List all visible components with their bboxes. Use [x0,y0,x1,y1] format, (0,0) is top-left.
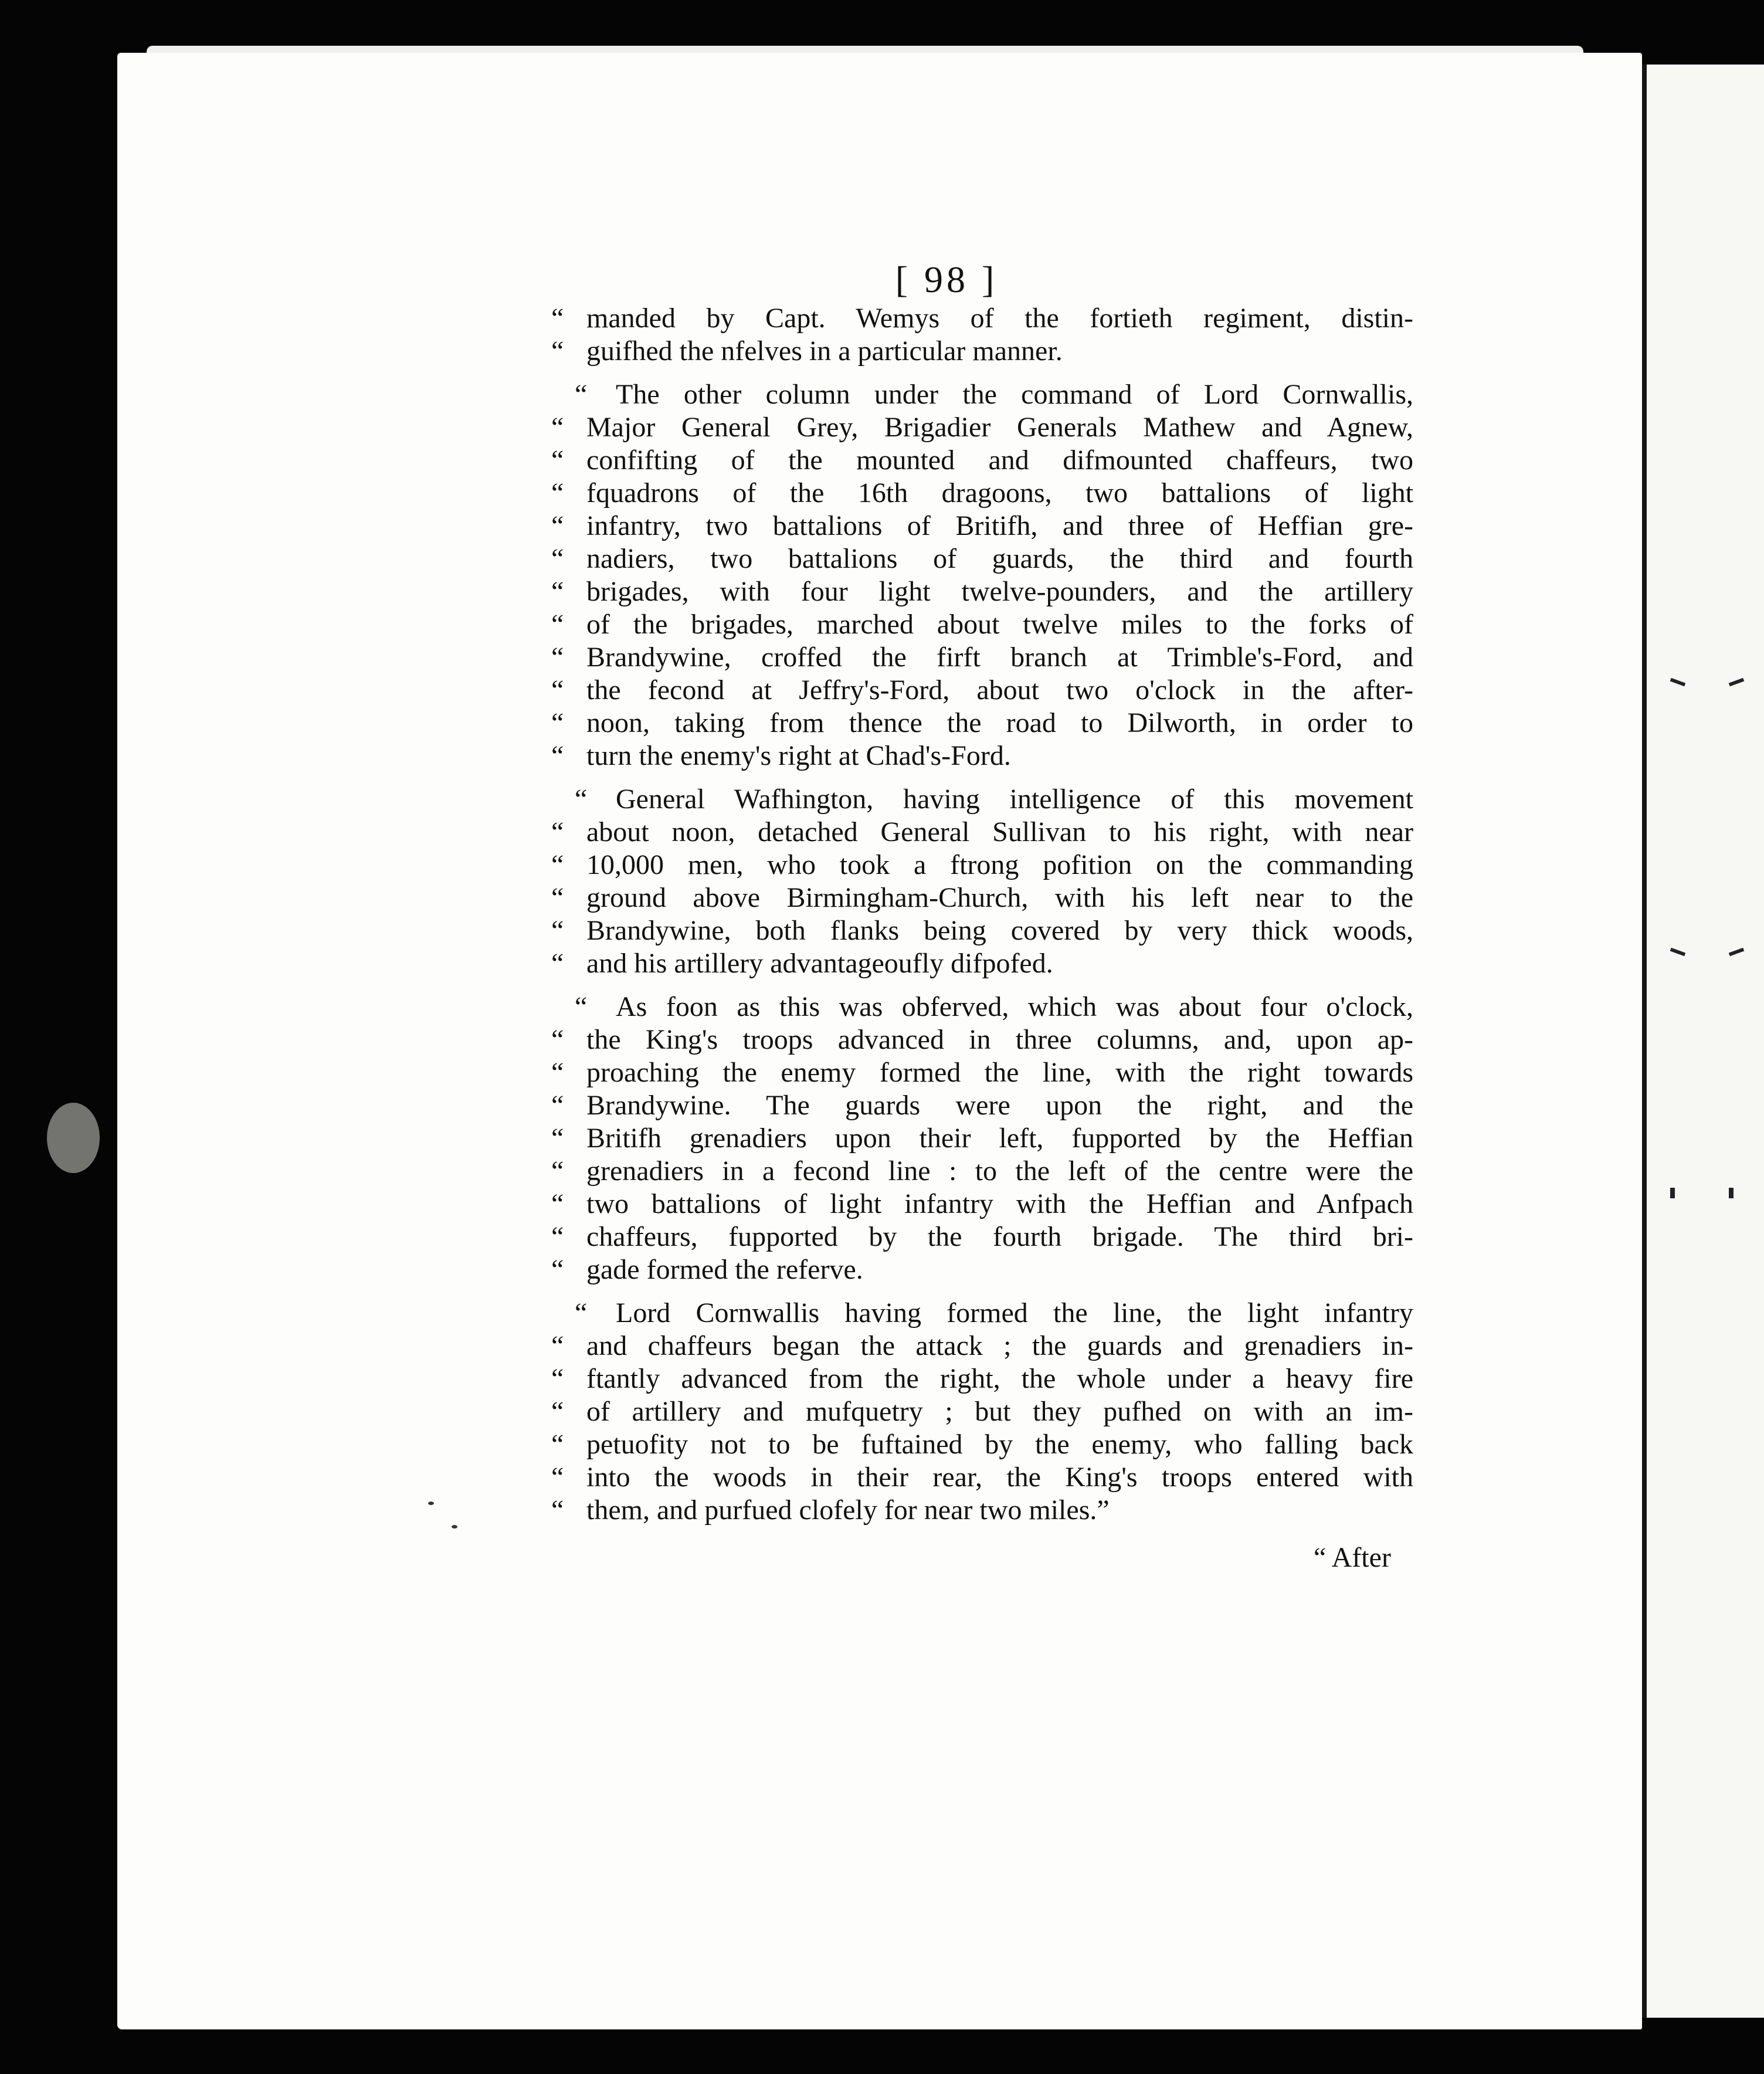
ink-speck [428,1502,434,1505]
text-line [551,1428,1413,1461]
line-text: grenadiers in a fecond line : to the left of the centre were the [586,1155,1413,1187]
text-line [551,816,1413,849]
text-line [551,1188,1413,1221]
body-text [551,302,1413,1537]
line-text: fquadrons of the 16th dragoons, two battalions of light [586,477,1413,509]
text-line [551,991,1413,1024]
line-text: proaching the enemy formed the line, with the right towards [586,1057,1413,1088]
line-text: chaffeurs, fupported by the fourth brigade. The third bri- [586,1221,1413,1252]
line-text: and chaffeurs began the attack ; the guards and grenadiers in- [586,1330,1413,1361]
line-text: them, and purfued clofely for near two miles.” [586,1494,1110,1526]
paragraph [551,991,1413,1286]
line-text: manded by Capt. Wemys of the fortieth regiment, distin- [586,303,1413,334]
quote-mark: “ [551,948,564,979]
text-line [551,510,1413,543]
leaf-mark [1670,678,1685,687]
line-text: gade formed the referve. [586,1254,863,1285]
paragraph [551,302,1413,368]
text-line [551,444,1413,477]
quote-mark: “ [551,1429,564,1460]
line-text: ground above Birmingham-Church, with his left near to the [586,882,1413,913]
leaf-mark [1729,678,1744,687]
text-line [551,543,1413,575]
line-text: the fecond at Jeffry's-Ford, about two o'clock in the after- [586,675,1413,706]
quote-mark: “ [551,477,564,509]
paragraph [551,378,1413,772]
text-line [551,707,1413,740]
line-text: the King's troops advanced in three columns, and, upon ap- [586,1024,1413,1055]
quote-mark: “ [551,740,564,771]
quote-mark: “ [551,303,564,334]
line-text: confifting of the mounted and difmounted chaffeurs, two [586,445,1413,476]
line-text: of artillery and mufquetry ; but they pufhed on with an im- [586,1396,1413,1427]
line-text: two battalions of light infantry with the Heffian and Anfpach [586,1188,1413,1219]
line-text: about noon, detached General Sullivan to his right, with near [586,816,1413,848]
quote-mark: “ [551,1155,564,1187]
text-line [551,1221,1413,1253]
text-line [551,1461,1413,1494]
quote-mark: “ [551,1396,564,1427]
text-line [551,302,1413,335]
quote-mark: “ [551,1363,564,1394]
quote-mark: “ [551,1330,564,1361]
quote-mark: “ [551,915,564,946]
text-line [551,1024,1413,1056]
quote-mark: “ [551,412,564,443]
quote-mark: “ [551,1123,564,1154]
text-line [551,477,1413,510]
line-text: noon, taking from thence the road to Dilworth, in order to [586,707,1413,738]
text-line [551,740,1413,772]
quote-mark: “ [551,1494,564,1526]
quote-mark: “ [551,1188,564,1219]
line-text: General Wafhington, having intelligence of this movement [616,784,1413,815]
text-line [551,411,1413,444]
text-line [551,947,1413,980]
quote-mark: “ [551,882,564,913]
leaf-mark [1670,1188,1675,1198]
quote-mark: “ [551,1057,564,1088]
paragraph [551,1297,1413,1527]
text-line [551,1253,1413,1286]
text-line [551,914,1413,947]
catchword: “ After [1314,1542,1391,1573]
quote-mark: “ [575,1297,588,1329]
line-text: Britifh grenadiers upon their left, fupported by the Heffian [586,1123,1413,1154]
line-text: Brandywine. The guards were upon the right, and the [586,1090,1413,1121]
line-text: nadiers, two battalions of guards, the third and fourth [586,543,1413,574]
quote-mark: “ [551,576,564,607]
line-text: guifhed the nfelves in a particular manner. [586,336,1063,367]
text-line [551,1089,1413,1122]
line-text: Brandywine, both flanks being covered by very thick woods, [586,915,1413,946]
quote-mark: “ [575,379,588,410]
quote-mark: “ [551,445,564,476]
text-line [551,575,1413,608]
quote-mark: “ [551,543,564,574]
line-text: 10,000 men, who took a ftrong pofition on the commanding [586,849,1413,880]
text-line [551,1363,1413,1395]
text-line [551,608,1413,641]
line-text: As foon as this was obferved, which was about four o'clock, [616,991,1413,1022]
adjacent-page-edge [1642,65,1764,2018]
leaf-mark [1670,948,1685,957]
quote-mark: “ [551,510,564,541]
leaf-mark [1729,948,1744,957]
quote-mark: “ [551,1254,564,1285]
text-line [551,335,1413,368]
text-line [551,849,1413,882]
text-line [551,1155,1413,1188]
quote-mark: “ [551,642,564,673]
line-text: petuofity not to be fuftained by the enemy, who falling back [586,1429,1413,1460]
quote-mark: “ [551,1462,564,1493]
quote-mark: “ [551,336,564,367]
quote-mark: “ [551,849,564,880]
quote-mark: “ [575,784,588,815]
quote-mark: “ [551,1221,564,1252]
quote-mark: “ [551,675,564,706]
quote-mark: “ [551,707,564,738]
text-line [551,1297,1413,1330]
text-line [551,641,1413,674]
text-line [551,1395,1413,1428]
line-text: and his artillery advantageoufly difpofed. [586,948,1053,979]
text-line [551,1056,1413,1089]
page-number: [ 98 ] [895,259,998,300]
line-text: Lord Cornwallis having formed the line, the light infantry [616,1297,1413,1329]
quote-mark: “ [575,991,588,1022]
paper-stain [47,1103,100,1173]
text-line [551,1494,1413,1527]
text-line [551,783,1413,816]
quote-mark: “ [551,1024,564,1055]
line-text: Major General Grey, Brigadier Generals Mathew and Agnew, [586,412,1413,443]
text-line [551,1122,1413,1155]
ink-speck [452,1525,457,1529]
text-line [551,1330,1413,1363]
leaf-mark [1729,1188,1734,1198]
line-text: The other column under the command of Lord Cornwallis, [616,379,1413,410]
line-text: Brandywine, croffed the firft branch at Trimble's-Ford, and [586,642,1413,673]
line-text: brigades, with four light twelve-pounders, and the artillery [586,576,1413,607]
line-text: infantry, two battalions of Britifh, and three of Heffian gre- [586,510,1413,541]
line-text: turn the enemy's right at Chad's-Ford. [586,740,1011,771]
text-line [551,882,1413,914]
text-line [551,674,1413,707]
quote-mark: “ [551,1090,564,1121]
quote-mark: “ [551,609,564,640]
line-text: of the brigades, marched about twelve miles to the forks of [586,609,1413,640]
text-line [551,378,1413,411]
line-text: into the woods in their rear, the King's troops entered with [586,1462,1413,1493]
line-text: ftantly advanced from the right, the whole under a heavy fire [586,1363,1413,1394]
paragraph [551,783,1413,980]
quote-mark: “ [551,816,564,848]
